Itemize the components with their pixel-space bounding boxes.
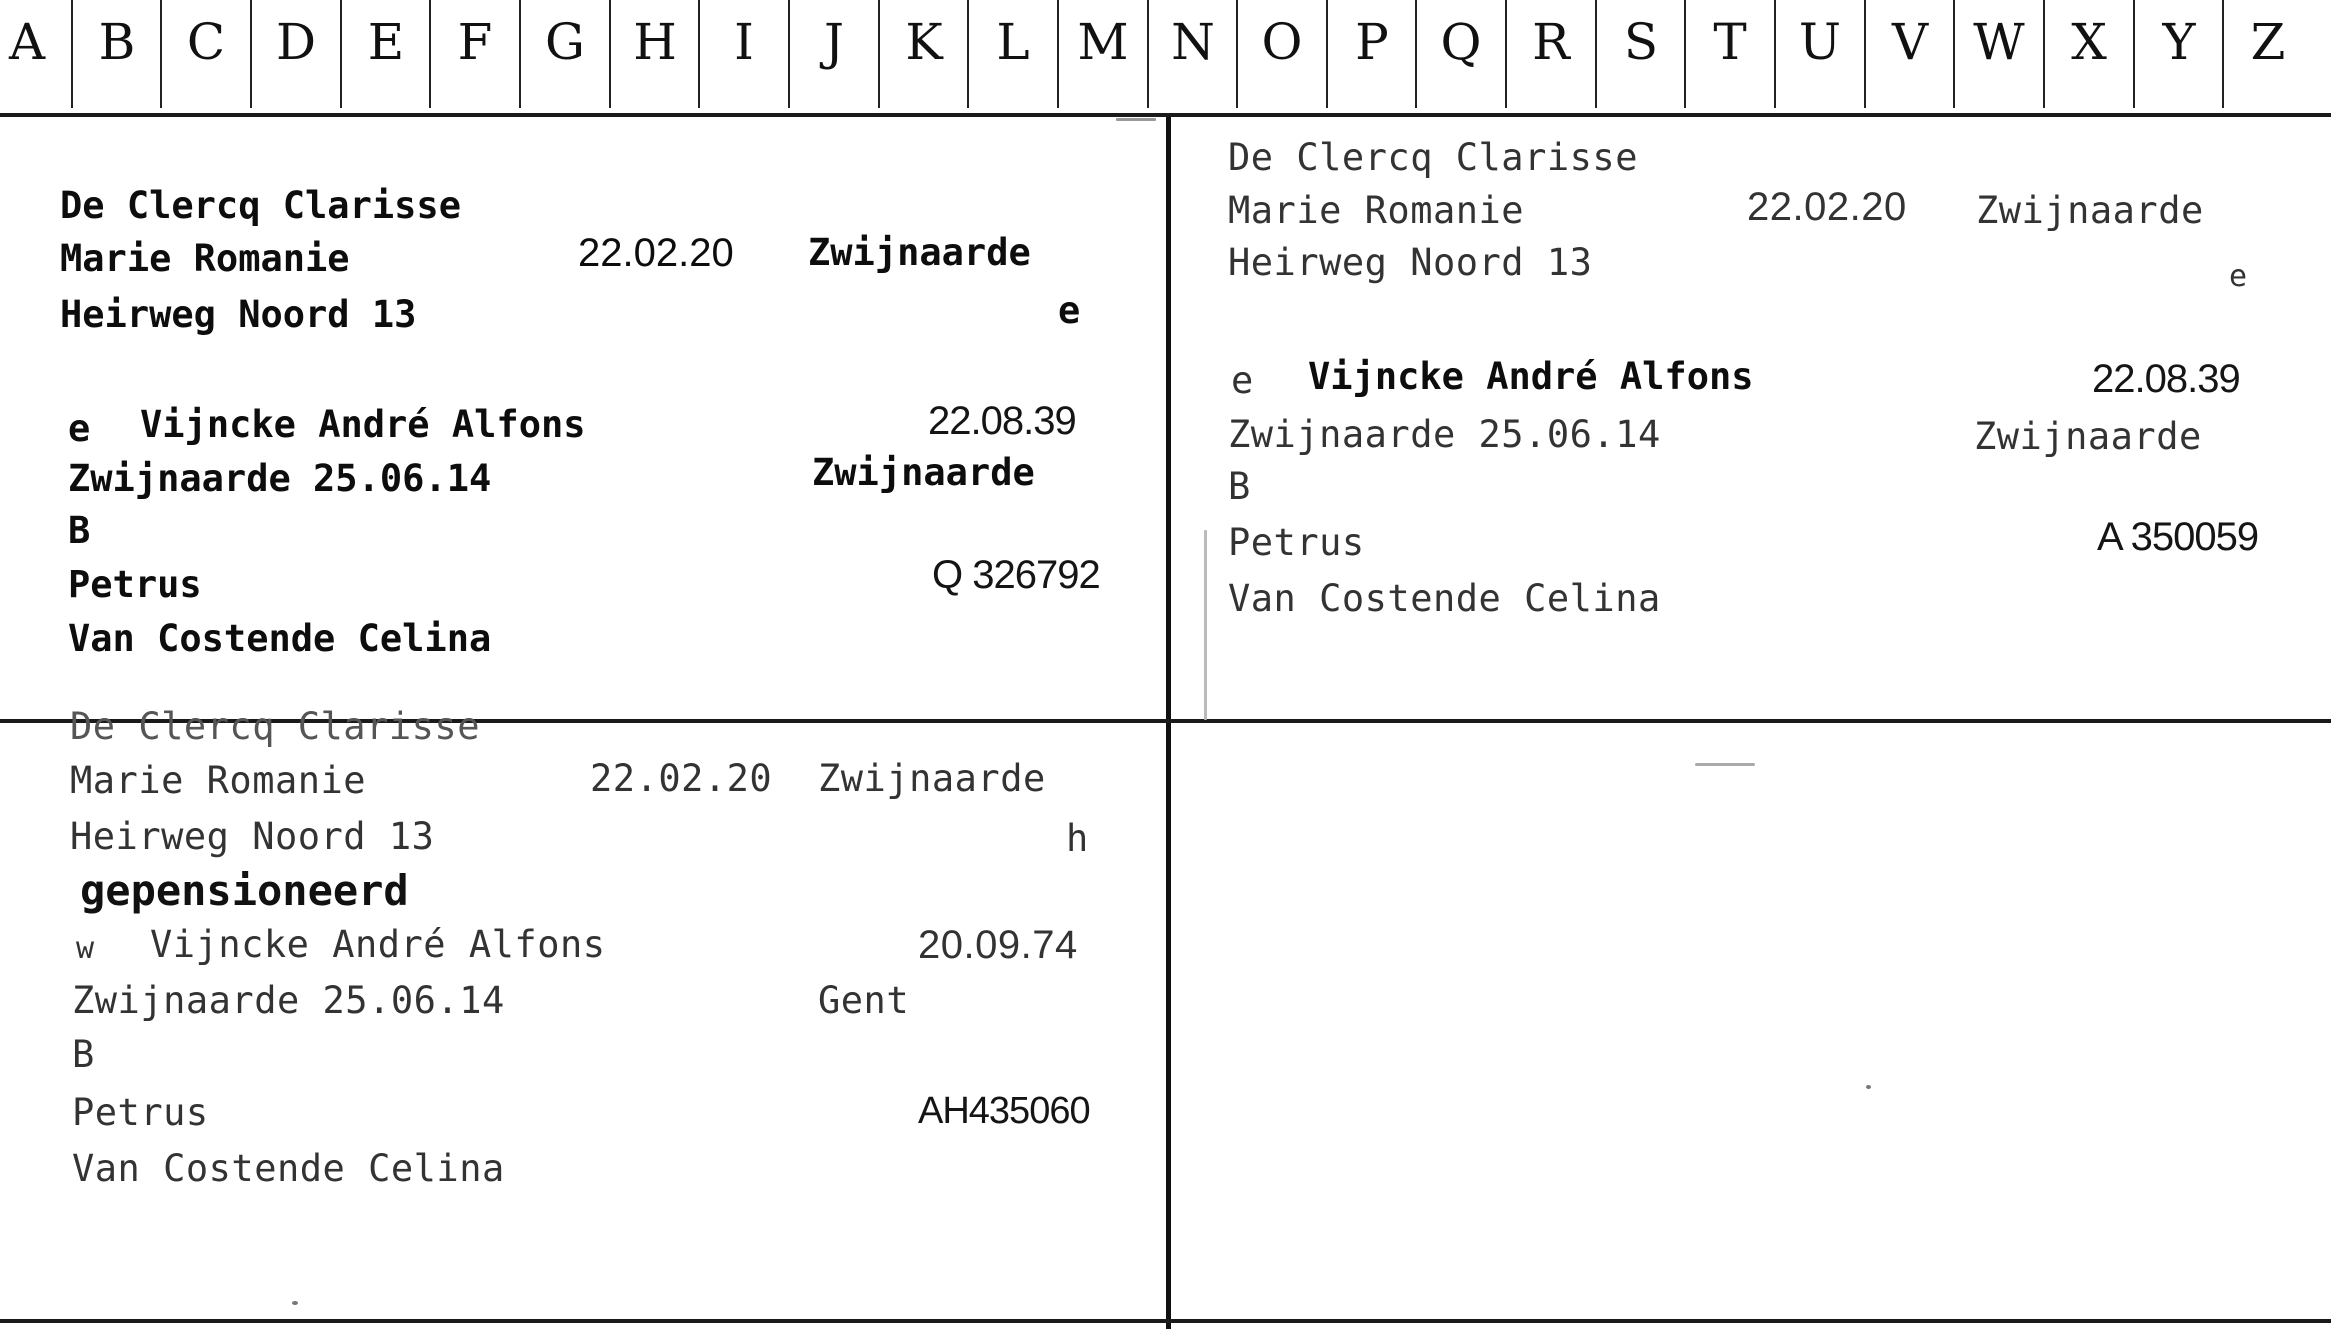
alphabet-letter-z: Z [2250,13,2286,71]
alphabet-letter-y: Y [2162,13,2196,71]
card-father: Petrus [68,563,202,606]
card-id-number: Q 326792 [932,553,1100,597]
alphabet-letter-i: I [734,13,754,71]
alphabet-letter-m: M [1077,13,1129,71]
alphabet-separator [1415,0,1417,108]
alphabet-letter-l: L [996,13,1030,71]
card-birth-date: 22.02.20 [590,757,773,800]
scan-speck [1116,118,1156,121]
alphabet-letter-a: A [8,13,46,71]
alphabet-separator [878,0,880,108]
alphabet-letter-b: B [98,13,136,71]
card-spouse-birth: Zwijnaarde 25.06.14 [72,979,505,1022]
alphabet-separator [698,0,700,108]
alphabet-separator [609,0,611,108]
card-given-names: Marie Romanie [1228,189,1525,232]
alphabet-separator [1774,0,1776,108]
alphabet-letter-q: Q [1440,13,1482,71]
alphabet-letter-g: G [545,13,585,71]
alphabet-separator [1953,0,1955,108]
card-spouse-code: w [76,931,95,966]
alphabet-separator [160,0,162,108]
alphabet-separator [340,0,342,108]
card-occupation: gepensioneerd [80,866,409,915]
card-spouse-code: e [1231,359,1254,402]
alphabet-separator [250,0,252,108]
alphabet-letter-j: J [823,13,845,71]
alphabet-letter-f: F [457,13,493,71]
card-marriage-date: 22.08.39 [928,399,1076,443]
scan-speck [1695,763,1755,766]
card-address: Heirweg Noord 13 [70,815,435,858]
alphabet-letter-x: X [2071,13,2107,71]
card-id-number: AH435060 [918,1090,1090,1132]
alphabet-letter-w: W [1973,13,2025,71]
card-spouse-name: Vijncke André Alfons [150,923,606,966]
card-mother: Van Costende Celina [1228,577,1661,620]
alphabet-separator [71,0,73,108]
alphabet-separator [2043,0,2045,108]
alphabet-separator [1147,0,1149,108]
card-birth-date: 22.02.20 [578,231,734,275]
card-given-names: Marie Romanie [60,237,350,280]
card-birth-place: Zwijnaarde [808,231,1031,274]
card-status-code: e [1058,289,1081,332]
card-death-place: Gent [818,979,910,1022]
alphabet-separator [1684,0,1686,108]
alphabet-separator [1505,0,1507,108]
alphabet-letter-p: P [1355,13,1389,71]
card-surname: De Clercq Clarisse [70,705,480,748]
card-status-code: e [2229,259,2248,294]
card-father: Petrus [72,1091,209,1134]
card-mother: Van Costende Celina [72,1147,505,1190]
alphabet-letter-t: T [1713,13,1747,71]
alphabet-separator [1057,0,1059,108]
card-surname: De Clercq Clarisse [60,184,461,227]
card-death-date: 20.09.74 [918,923,1078,967]
card-spouse-name: Vijncke André Alfons [1308,355,1754,398]
card-nationality: B [72,1033,95,1076]
card-birth-date: 22.02.20 [1747,185,1907,229]
card-spouse-birth: Zwijnaarde 25.06.14 [1228,413,1661,456]
card-spouse-birth: Zwijnaarde 25.06.14 [68,457,492,500]
alphabet-letter-e: E [367,13,405,71]
alphabet-letter-v: V [1891,13,1929,71]
card-top-left [0,117,1166,719]
scan-speck [1866,1085,1871,1089]
alphabet-separator [429,0,431,108]
alphabet-separator [1864,0,1866,108]
alphabet-separator [967,0,969,108]
alphabet-letter-s: S [1623,13,1659,71]
card-bottom-left [0,705,1166,1319]
alphabet-letter-u: U [1798,13,1842,71]
card-id-number: A 350059 [2097,515,2259,559]
alphabet-separator [788,0,790,108]
alphabet-letter-h: H [633,13,677,71]
card-birth-place: Zwijnaarde [1976,189,2204,232]
alphabet-separator [1326,0,1328,108]
card-marriage-place: Zwijnaarde [812,451,1035,494]
bottom-divider [0,1319,2331,1323]
card-father: Petrus [1228,521,1365,564]
card-top-right [1171,117,2331,719]
card-marriage-date: 22.08.39 [2092,357,2240,401]
scan-speck [1204,530,1207,720]
card-spouse-name: Vijncke André Alfons [140,403,586,446]
alphabet-separator [519,0,521,108]
card-surname: De Clercq Clarisse [1228,136,1638,179]
card-birth-place: Zwijnaarde [818,757,1046,800]
card-mother: Van Costende Celina [68,617,492,660]
alphabet-letter-c: C [186,13,226,71]
card-address: Heirweg Noord 13 [1228,241,1593,284]
alphabet-separator [2222,0,2224,108]
alphabet-index [0,0,2331,112]
card-nationality: B [68,509,91,552]
alphabet-letter-d: D [275,13,317,71]
alphabet-separator [1236,0,1238,108]
alphabet-separator [2133,0,2135,108]
alphabet-letter-k: K [905,13,943,71]
alphabet-letter-o: O [1261,13,1303,71]
card-marriage-place: Zwijnaarde [1974,415,2202,458]
card-spouse-code: e [68,407,91,450]
alphabet-separator [1595,0,1597,108]
card-nationality: B [1228,465,1251,508]
alphabet-letter-r: R [1532,13,1570,71]
card-status-code: h [1066,817,1089,860]
scan-speck [292,1301,298,1305]
card-address: Heirweg Noord 13 [60,293,417,336]
card-bottom-right [1171,723,2331,1319]
card-given-names: Marie Romanie [70,759,367,802]
alphabet-letter-n: N [1171,13,1215,71]
